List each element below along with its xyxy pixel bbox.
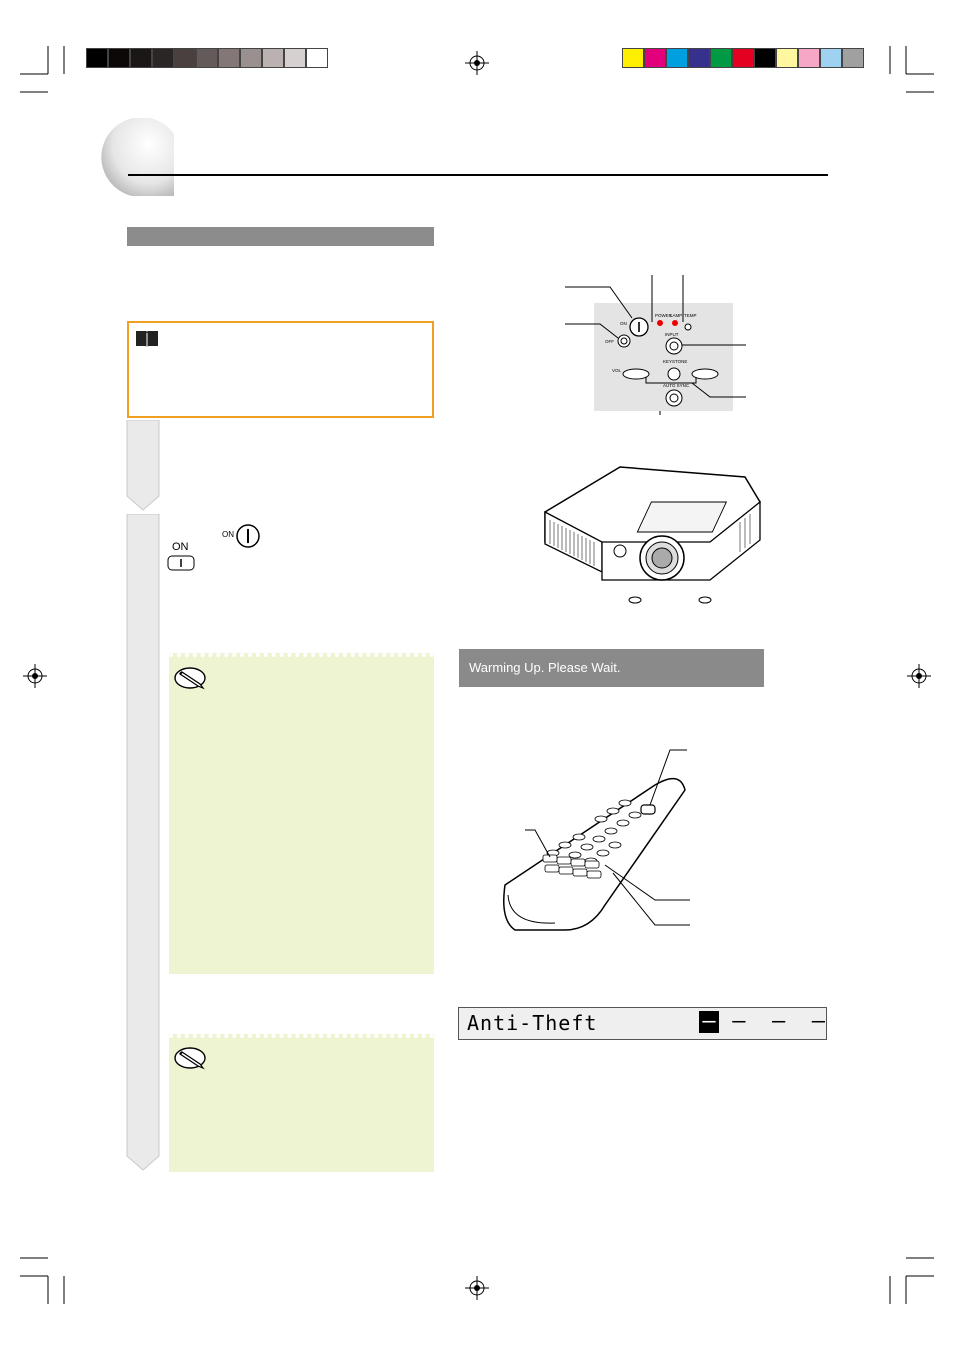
calibration-swatch — [130, 48, 152, 68]
calibration-swatch — [732, 48, 754, 68]
calibration-swatch — [798, 48, 820, 68]
anti-theft-label: Anti-Theft — [467, 1011, 598, 1035]
calibration-swatch — [842, 48, 864, 68]
crosshair-registration-icon — [23, 664, 47, 688]
panel-lamp-label: LAMP — [670, 313, 683, 318]
chapter-rule — [128, 174, 828, 176]
panel-input-label: INPUT — [665, 332, 679, 337]
calibration-swatch — [108, 48, 130, 68]
panel-keystone-label: KEYSTONE — [663, 359, 688, 364]
projector-illustration — [540, 462, 766, 612]
panel-off-label: OFF — [605, 339, 614, 344]
calibration-swatch — [196, 48, 218, 68]
anti-theft-code-input[interactable] — [699, 1009, 825, 1034]
pencil-note-icon — [174, 1044, 210, 1070]
note-box-1-edge — [169, 653, 434, 657]
calibration-swatch — [262, 48, 284, 68]
panel-vol-label: VOL — [612, 368, 622, 373]
panel-auto-sync-label: AUTO SYNC — [663, 383, 690, 388]
control-panel-illustration — [560, 270, 760, 415]
calibration-swatch — [306, 48, 328, 68]
note-box-2-edge — [169, 1034, 434, 1038]
calibration-swatch — [240, 48, 262, 68]
crosshair-registration-icon — [907, 664, 931, 688]
panel-temp-label: TEMP — [684, 313, 697, 318]
remote-on-button-icon — [167, 555, 195, 571]
calibration-swatch — [710, 48, 732, 68]
remote-on-label: ON — [172, 541, 189, 553]
calibration-swatch — [218, 48, 240, 68]
on-button-label: ON — [222, 530, 234, 539]
calibration-swatch — [284, 48, 306, 68]
crosshair-registration-icon — [465, 51, 489, 75]
book-icon — [135, 329, 159, 349]
calibration-swatch — [622, 48, 644, 68]
anti-theft-cursor: – — [699, 1011, 719, 1033]
calibration-swatch — [688, 48, 710, 68]
calibration-swatch — [86, 48, 108, 68]
panel-power-label: POWER — [655, 313, 673, 318]
section-heading-bar — [127, 227, 434, 246]
calibration-swatch — [820, 48, 842, 68]
calibration-swatch — [644, 48, 666, 68]
step-2-tab — [126, 514, 162, 1172]
remote-control-illustration — [495, 745, 700, 940]
anti-theft-screen — [458, 1007, 827, 1040]
crosshair-registration-icon — [465, 1276, 489, 1300]
calibration-swatch — [666, 48, 688, 68]
calibration-swatch — [776, 48, 798, 68]
chapter-circle-tab — [92, 118, 182, 198]
calibration-swatch — [174, 48, 196, 68]
pencil-note-icon — [174, 664, 210, 690]
calibration-swatch — [754, 48, 776, 68]
panel-on-label: ON — [620, 321, 627, 326]
step-1-tab — [126, 420, 162, 512]
note-box-1 — [169, 653, 434, 974]
reference-note-box — [127, 321, 434, 418]
power-on-button-icon — [235, 523, 261, 549]
warming-up-message: Warming Up. Please Wait. — [459, 649, 764, 687]
calibration-swatch — [152, 48, 174, 68]
anti-theft-code-digits: – – – — [732, 1009, 825, 1034]
